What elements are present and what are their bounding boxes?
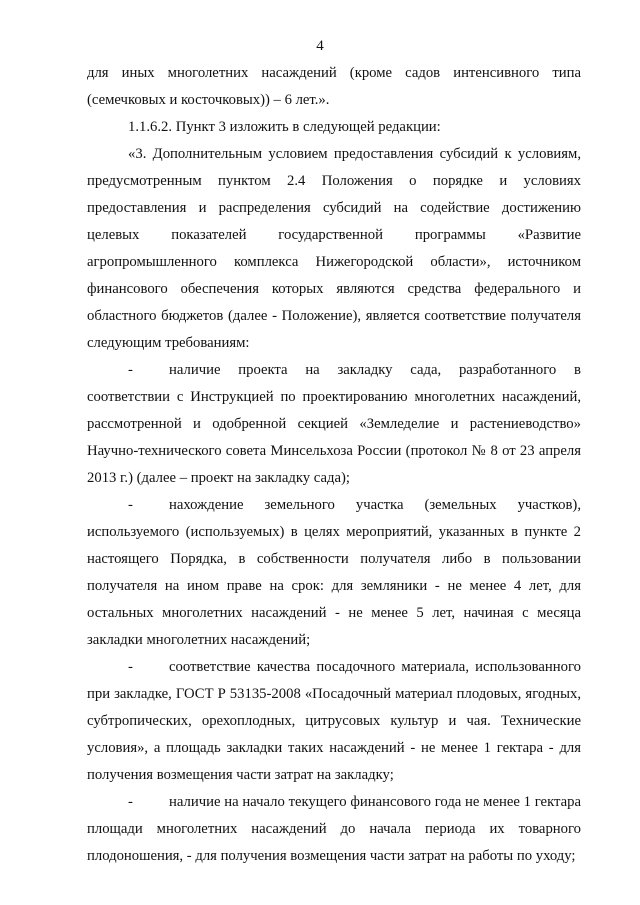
- paragraph-continuation: для иных многолетних насаждений (кроме садов интенсивного типа (семечковых и косточковых)) – 6 лет.».: [87, 65, 581, 108]
- bullet-marker: -: [128, 497, 133, 513]
- paragraph-clause-3: «3. Дополнительным условием предоставления субсидий к условиям, предусмотренным пунктом 2.4 Положения о порядке и условиях предоставления и распределения субсидий на содействие достижению целевых показателей государственной программы «Развитие агропромышленного комплекса Нижегородской области», источником финансового обеспечения которых являются средства федерального и областного бюджетов (далее - Положение), является соответствие получателя следующим требованиям:: [87, 146, 581, 351]
- bullet-text: соответствие качества посадочного материала, использованного при закладке, ГОСТ Р 53135-2008 «Посадочный материал плодовых, ягодных, субтропических, орехоплодных, цитрусовых культур и чая. Технические условия», а площадь закладки таких насаждений - не менее 1 гектара - для получения возмещения части затрат на закладку;: [87, 659, 581, 783]
- paragraph-clause-heading: 1.1.6.2. Пункт 3 изложить в следующей редакции:: [128, 119, 441, 135]
- bullet-marker: -: [128, 794, 133, 810]
- bullet-item-2: [87, 492, 581, 654]
- bullet-item-1: [87, 357, 581, 492]
- bullet-marker: -: [128, 659, 133, 675]
- bullet-item-4: [87, 789, 581, 870]
- page-number: 4: [316, 38, 324, 54]
- bullet-text: нахождение земельного участка (земельных участков), используемого (используемых) в целях мероприятий, указанных в пункте 2 настоящего Порядка, в собственности получателя либо в пользовании получателя на ином праве на срок: для земляники - не менее 4 лет, для остальных многолетних насаждений - не менее 5 лет, начиная с месяца закладки многолетних насаждений;: [87, 497, 581, 648]
- bullet-text: наличие проекта на закладку сада, разработанного в соответствии с Инструкцией по проектированию многолетних насаждений, рассмотренной и одобренной секцией «Земледелие и растениеводство» Научно-технического совета Минсельхоза России (протокол № 8 от 23 апреля 2013 г.) (далее – проект на закладку сада);: [87, 362, 581, 486]
- bullet-marker: -: [128, 362, 133, 378]
- bullet-text: наличие на начало текущего финансового года не менее 1 гектара площади многолетних насаждений до начала периода их товарного плодоношения, - для получения возмещения части затрат на работы по уходу;: [87, 794, 581, 864]
- bullet-item-3: [87, 654, 581, 789]
- document-body: [87, 60, 581, 870]
